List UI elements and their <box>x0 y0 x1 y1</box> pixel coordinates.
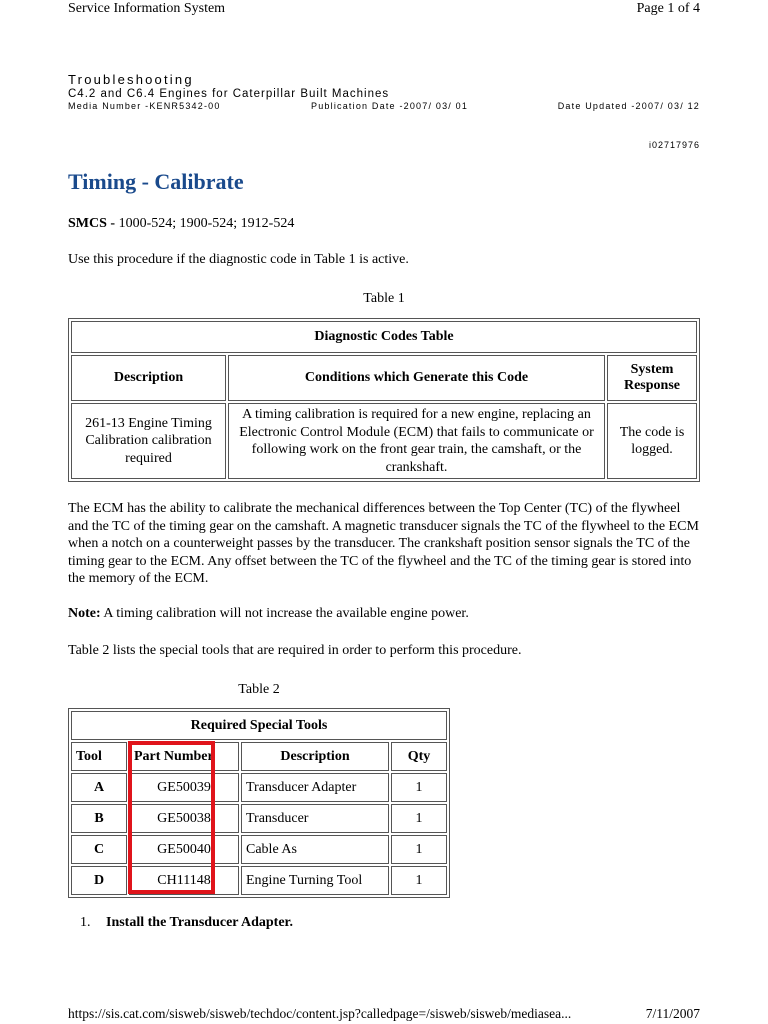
table2-label: Table 2 <box>238 682 280 697</box>
step-number: 1. <box>80 915 91 930</box>
intro-paragraph: Use this procedure if the diagnostic code in Table 1 is active. <box>68 252 409 267</box>
tool-cell: B <box>71 804 127 833</box>
smcs-codes: 1000-524; 1900-524; 1912-524 <box>118 216 295 231</box>
document-id: i02717976 <box>648 140 700 150</box>
col-header-system-response: System Response <box>607 355 697 401</box>
ecm-paragraph: The ECM has the ability to calibrate the mechanical differences between the Top Center (TC) of the flywheel and the TC of the timing gear on the camshaft. A magnetic transducer signals the TC of the flywheel to the ECM when a notch on a counterweight passes by the transducer. The crankshaft position sensor signals the TC of the timing gear to the ECM. Any offset between the TC of the flywheel and the TC of the timing gear is stored into the memory of the ECM. <box>68 501 699 586</box>
step-text: Install the Transducer Adapter. <box>106 915 293 930</box>
qty-cell: 1 <box>391 866 447 895</box>
row-description: 261-13 Engine Timing Calibration calibration required <box>71 403 226 479</box>
document-type: Troubleshooting <box>68 72 194 87</box>
publication-date: Publication Date -2007/ 03/ 01 <box>311 101 469 111</box>
special-tools-table <box>68 708 450 898</box>
col-header-part-number: Part Number <box>129 742 239 771</box>
note-text: A timing calibration will not increase the available engine power. <box>100 606 469 621</box>
table-row <box>71 804 447 833</box>
table1-label: Table 1 <box>363 291 405 306</box>
diagnostic-codes-table <box>68 318 700 482</box>
qty-cell: 1 <box>391 835 447 864</box>
col-header-description: Description <box>71 355 226 401</box>
table1-caption: Diagnostic Codes Table <box>71 321 697 353</box>
smcs-line <box>68 215 700 233</box>
col-header-description: Description <box>241 742 389 771</box>
table2-intro-paragraph: Table 2 lists the special tools that are required in order to perform this procedure. <box>68 643 522 658</box>
description-cell: Transducer <box>241 804 389 833</box>
document-meta <box>68 101 700 115</box>
part-number-cell: CH11148 <box>129 866 239 895</box>
table2-caption: Required Special Tools <box>71 711 447 740</box>
print-footer <box>68 1006 700 1024</box>
tool-cell: A <box>71 773 127 802</box>
part-number-cell: GE50039 <box>129 773 239 802</box>
smcs-label: SMCS - <box>68 216 119 231</box>
page-indicator: Page 1 of 4 <box>636 1 700 16</box>
date-updated: Date Updated -2007/ 03/ 12 <box>557 101 700 111</box>
part-number-cell: GE50040 <box>129 835 239 864</box>
note-label: Note: <box>68 606 101 621</box>
qty-cell: 1 <box>391 773 447 802</box>
qty-cell: 1 <box>391 804 447 833</box>
description-cell: Transducer Adapter <box>241 773 389 802</box>
row-conditions: A timing calibration is required for a new engine, replacing an Electronic Control Module (ECM) that fails to communicate or following work on the front gear train, the camshaft, or the crankshaft. <box>228 403 605 479</box>
table-row <box>71 835 447 864</box>
media-number: Media Number -KENR5342-00 <box>68 101 221 111</box>
print-header <box>68 1 700 21</box>
step-item <box>80 915 293 931</box>
tool-cell: C <box>71 835 127 864</box>
page-title: Timing - Calibrate <box>68 169 244 194</box>
col-header-conditions: Conditions which Generate this Code <box>228 355 605 401</box>
description-cell: Cable As <box>241 835 389 864</box>
part-number-cell: GE50038 <box>129 804 239 833</box>
page-url[interactable]: https://sis.cat.com/sisweb/sisweb/techdoc/content.jsp?calledpage=/sisweb/sisweb/mediasea... <box>68 1006 572 1021</box>
col-header-tool: Tool <box>71 742 127 771</box>
table-row <box>71 403 697 479</box>
description-cell: Engine Turning Tool <box>241 866 389 895</box>
row-response: The code is logged. <box>607 403 697 479</box>
document-subtitle: C4.2 and C6.4 Engines for Caterpillar Built Machines <box>68 88 390 100</box>
table-row <box>71 866 447 895</box>
table-row <box>71 773 447 802</box>
tool-cell: D <box>71 866 127 895</box>
system-name: Service Information System <box>68 1 226 16</box>
print-date: 7/11/2007 <box>645 1006 700 1021</box>
note-paragraph <box>68 605 700 623</box>
col-header-qty: Qty <box>391 742 447 771</box>
document-header <box>68 72 700 115</box>
